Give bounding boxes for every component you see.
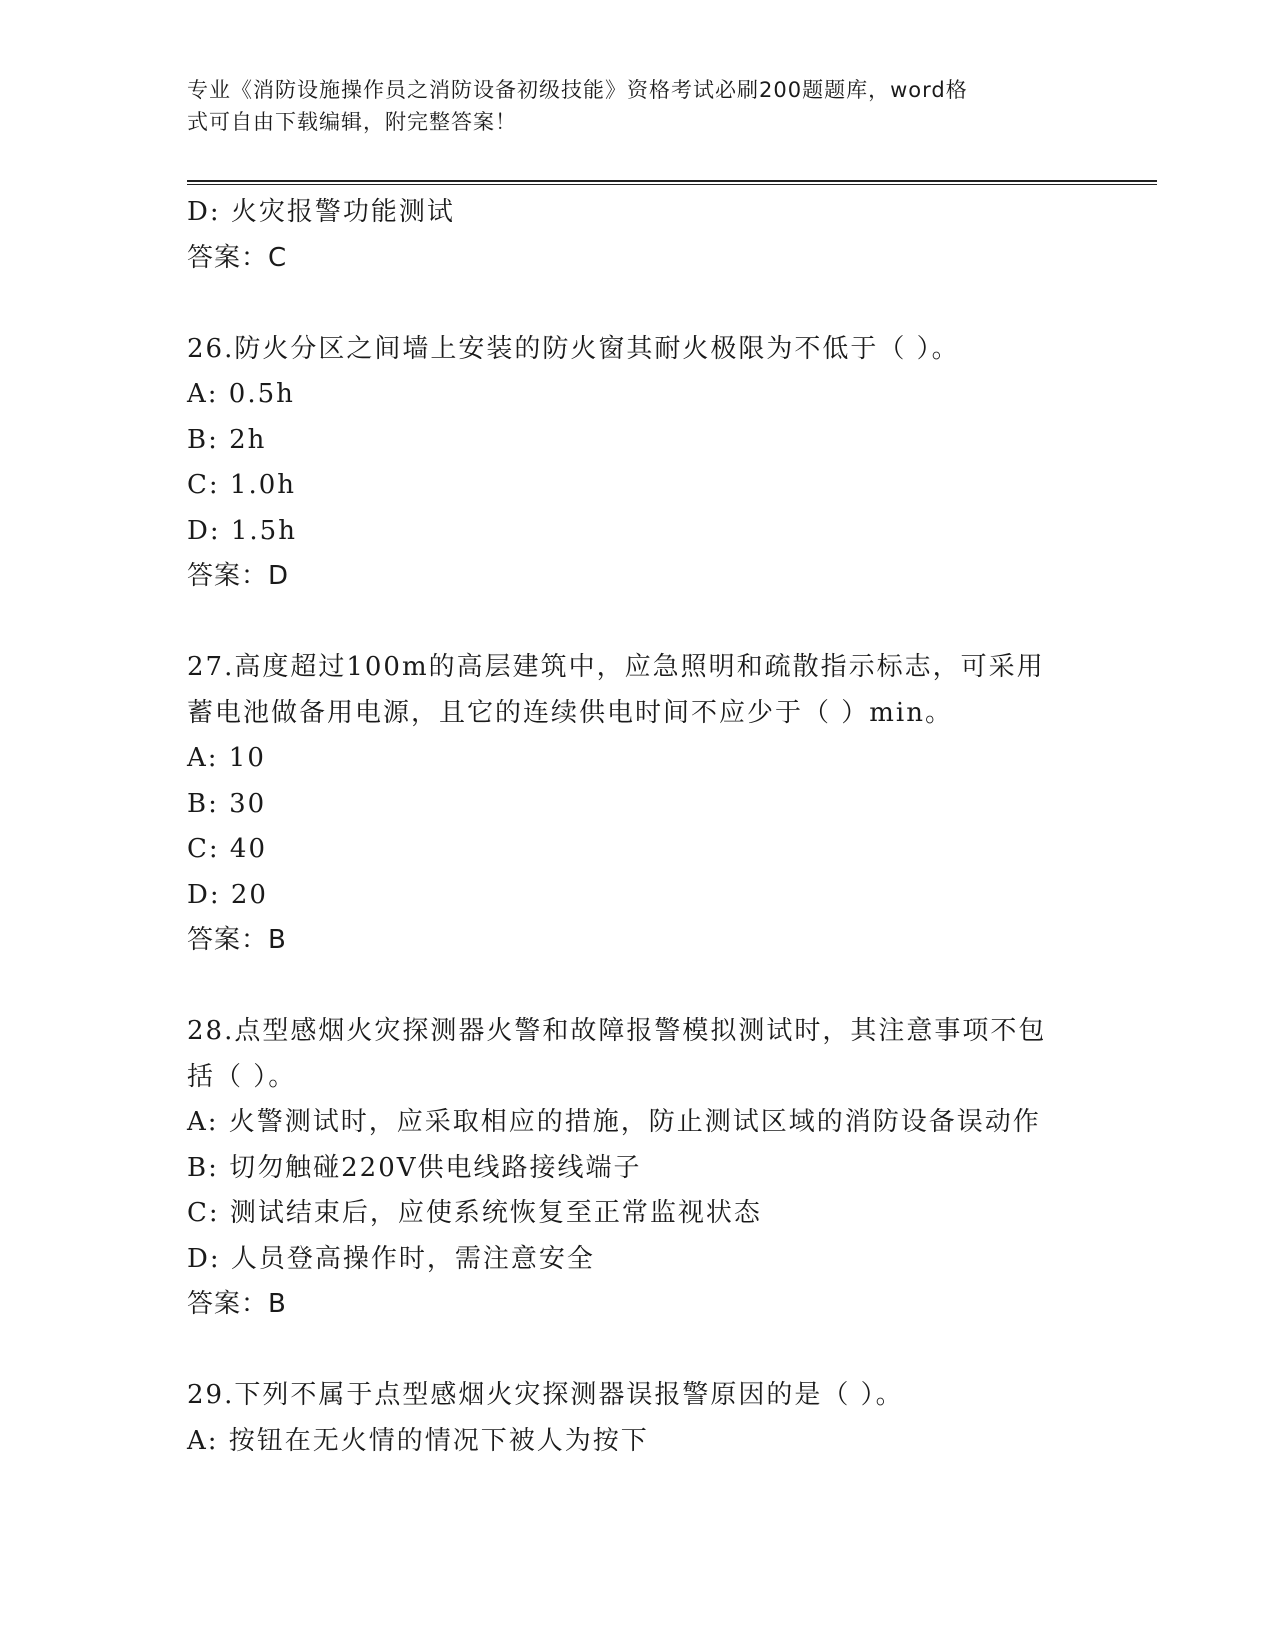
answer-line: 答案：B bbox=[187, 1289, 287, 1319]
answer-line: 答案：C bbox=[187, 242, 288, 273]
question-text-continued: 括（ ）。 bbox=[187, 1061, 297, 1092]
question-26 bbox=[187, 327, 1117, 600]
option-c: C: 40 bbox=[187, 834, 268, 864]
option-d: D: 20 bbox=[187, 879, 268, 910]
option-a: A: 按钮在无火情的情况下被人为按下 bbox=[187, 1425, 649, 1456]
option-a: A: 0.5h bbox=[187, 379, 295, 409]
option-a: A: 10 bbox=[187, 743, 266, 773]
header-line-2: 式可自由下载编辑，附完整答案！ bbox=[187, 110, 517, 134]
question-text: 26.防火分区之间墙上安装的防火窗其耐火极限为不低于（ ）。 bbox=[187, 333, 960, 364]
question-text: 27.高度超过100m的高层建筑中，应急照明和疏散指示标志，可采用 bbox=[187, 652, 1045, 682]
header-divider bbox=[187, 180, 1157, 185]
option-c: C: 测试结束后，应使系统恢复至正常监视状态 bbox=[187, 1198, 762, 1228]
question-28 bbox=[187, 1009, 1117, 1328]
question-text: 28.点型感烟火灾探测器火警和故障报警模拟测试时，其注意事项不包 bbox=[187, 1016, 1047, 1046]
answer-line: 答案：B bbox=[187, 925, 287, 955]
option-b: B: 切勿触碰220V供电线路接线端子 bbox=[187, 1152, 642, 1183]
question-list bbox=[187, 190, 1117, 1464]
question-text-continued: 蓄电池做备用电源，且它的连续供电时间不应少于（ ）min。 bbox=[187, 697, 953, 728]
option-d: D: 1.5h bbox=[187, 515, 297, 546]
option-b: B: 30 bbox=[187, 788, 267, 819]
option-a: A: 火警测试时，应采取相应的措施，防止测试区域的消防设备误动作 bbox=[187, 1107, 1041, 1137]
option-c: C: 1.0h bbox=[187, 470, 297, 500]
header-line-1: 专业《消防设施操作员之消防设备初级技能》资格考试必刷200题题库，word格 bbox=[187, 78, 968, 102]
answer-line: 答案：D bbox=[187, 561, 290, 591]
option-b: B: 2h bbox=[187, 424, 267, 455]
option-d: D: 人员登高操作时，需注意安全 bbox=[187, 1243, 595, 1274]
document-header bbox=[187, 74, 1067, 138]
question-29 bbox=[187, 1373, 1117, 1464]
option-d: D: 火灾报警功能测试 bbox=[187, 197, 455, 227]
question-text: 29.下列不属于点型感烟火灾探测器误报警原因的是（ ）。 bbox=[187, 1380, 904, 1410]
question-27 bbox=[187, 645, 1117, 964]
